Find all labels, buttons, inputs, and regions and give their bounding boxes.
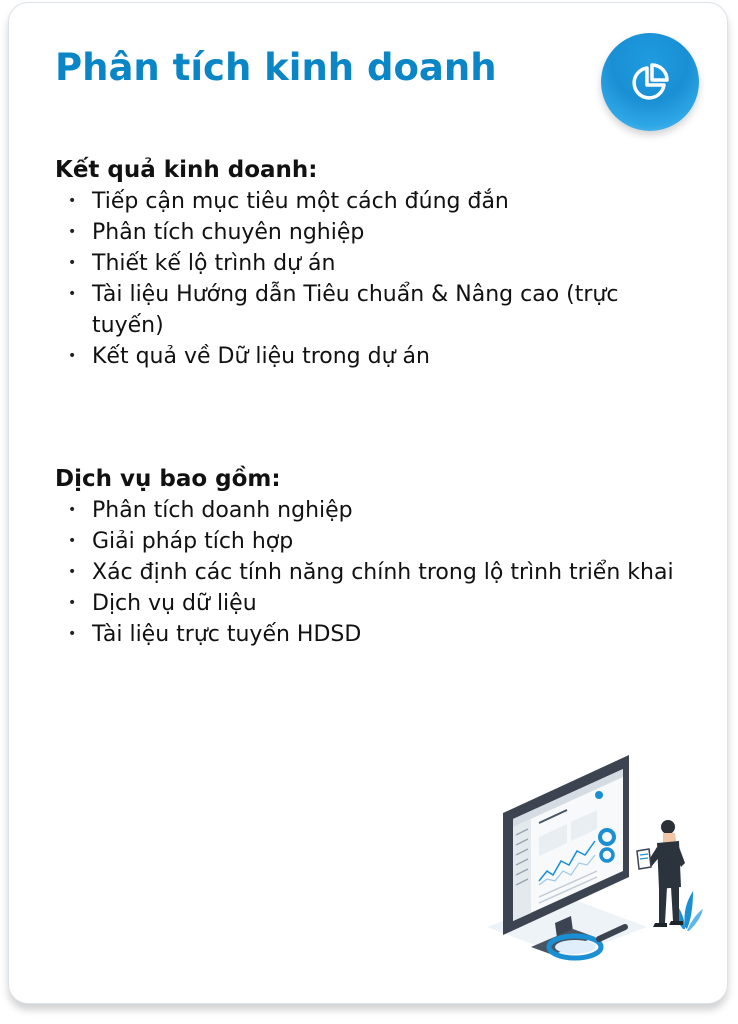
- list-item: • Xác định các tính năng chính trong lộ trình triển khai: [55, 557, 695, 588]
- list-item: • Phân tích chuyên nghiệp: [55, 217, 695, 248]
- list-item: • Giải pháp tích hợp: [55, 526, 695, 557]
- list-item: • Dịch vụ dữ liệu: [55, 588, 695, 619]
- list-item: • Tiếp cận mục tiêu một cách đúng đắn: [55, 186, 695, 217]
- section-heading: Dịch vụ bao gồm:: [55, 466, 281, 492]
- page-title: Phân tích kinh doanh: [55, 46, 497, 89]
- section-heading: Kết quả kinh doanh:: [55, 157, 318, 183]
- list-item: • Thiết kế lộ trình dự án: [55, 248, 695, 279]
- list-item: • Phân tích doanh nghiệp: [55, 495, 695, 526]
- bullet-list: [55, 495, 695, 650]
- list-item: • Tài liệu trực tuyến HDSD: [55, 619, 695, 650]
- section-services-included: [55, 464, 695, 650]
- pie-chart-icon: [630, 62, 670, 102]
- list-item: • Kết quả về Dữ liệu trong dự án: [55, 341, 695, 372]
- bullet-list: [55, 186, 695, 372]
- section-business-results: [55, 155, 695, 372]
- pie-chart-badge: [601, 33, 699, 131]
- service-card: [8, 2, 728, 1004]
- analytics-dashboard-illustration: [487, 751, 707, 973]
- list-item: • Tài liệu Hướng dẫn Tiêu chuẩn & Nâng cao (trực tuyến): [55, 279, 695, 341]
